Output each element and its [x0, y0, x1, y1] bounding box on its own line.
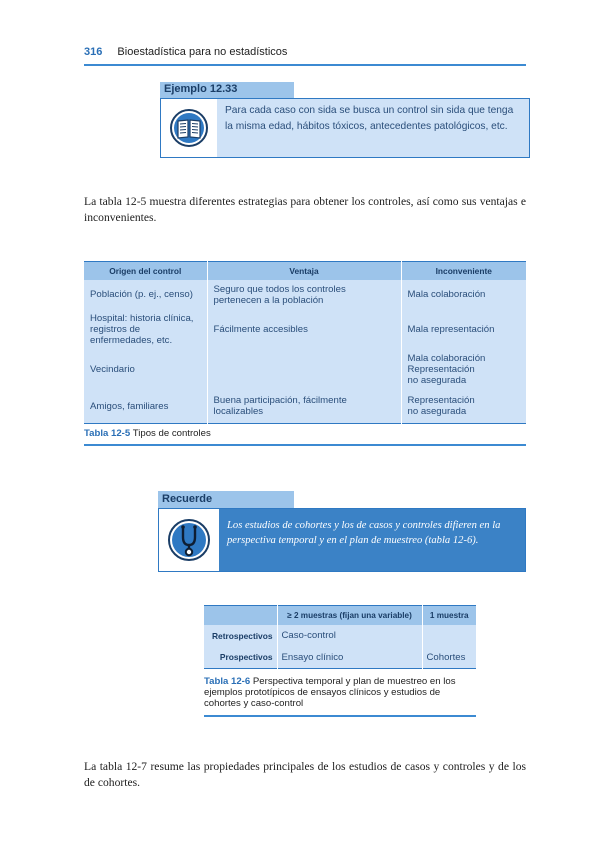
table-cell: Seguro que todos los controles pertenecen a la población — [207, 280, 401, 310]
table-12-5 — [84, 261, 526, 446]
table-row — [84, 390, 526, 424]
column-header: Ventaja — [207, 262, 401, 280]
table-cell — [422, 625, 476, 647]
stethoscope-icon — [159, 509, 219, 571]
example-title: Ejemplo 12.33 — [160, 82, 294, 98]
perspective-table — [204, 605, 476, 669]
table-cell: Caso-control — [277, 625, 422, 647]
table-row — [204, 625, 476, 647]
caption-rule — [84, 444, 526, 446]
table-cell: Cohortes — [422, 647, 476, 669]
table-cell: Buena participación, fácilmente localizables — [207, 390, 401, 424]
reminder-body — [158, 508, 526, 572]
caption-text: Perspectiva temporal y plan de muestreo en los ejemplos prototípicos de ensayos clínicos y estudios de cohortes y caso-control — [204, 676, 456, 709]
row-header: Retrospectivos — [204, 625, 277, 647]
column-header: ≥ 2 muestras (fijan una variable) — [277, 606, 422, 625]
caption-label: Tabla 12-5 — [84, 428, 131, 439]
column-header: Inconveniente — [401, 262, 526, 280]
table-header-row — [84, 262, 526, 280]
reminder-box — [158, 491, 526, 572]
column-header — [204, 606, 277, 625]
reminder-text: Los estudios de cohortes y los de casos y controles difieren en la perspectiva temporal y en el plan de muestreo (tabla 12-6). — [219, 509, 525, 571]
table-cell: Representación no asegurada — [401, 390, 526, 424]
table-row — [204, 647, 476, 669]
column-header: 1 muestra — [422, 606, 476, 625]
table-row — [84, 350, 526, 390]
table-cell: Amigos, familiares — [84, 390, 207, 424]
page-number: 316 — [84, 46, 103, 58]
table-cell: Ensayo clínico — [277, 647, 422, 669]
example-text: Para cada caso con sida se busca un control sin sida que tenga la misma edad, hábitos tóxicos, antecedentes patológicos, etc. — [217, 99, 529, 157]
header-rule — [84, 64, 526, 66]
running-header — [84, 46, 526, 62]
paragraph-closing: La tabla 12-7 resume las propiedades principales de los estudios de casos y controles y de los de cohortes. — [84, 760, 526, 789]
caption-text: Tipos de controles — [132, 428, 211, 439]
table-cell: Mala colaboración Representación no asegurada — [401, 350, 526, 390]
row-header: Prospectivos — [204, 647, 277, 669]
table-cell: Fácilmente accesibles — [207, 310, 401, 350]
table-cell: Mala representación — [401, 310, 526, 350]
table-header-row — [204, 606, 476, 625]
table-cell: Población (p. ej., censo) — [84, 280, 207, 310]
book-title: Bioestadística para no estadísticos — [117, 46, 288, 58]
table-12-6 — [204, 605, 476, 717]
reminder-title: Recuerde — [158, 491, 294, 508]
table-cell: Mala colaboración — [401, 280, 526, 310]
table-cell: Hospital: historia clínica, registros de enfermedades, etc. — [84, 310, 207, 350]
example-box — [160, 82, 530, 158]
column-header: Origen del control — [84, 262, 207, 280]
controls-table — [84, 261, 526, 424]
book-icon — [161, 99, 217, 157]
table-cell: Vecindario — [84, 350, 207, 390]
paragraph-intro: La tabla 12-5 muestra diferentes estrategias para obtener los controles, así como sus ventajas e inconvenientes. — [84, 195, 526, 224]
table-caption — [84, 428, 526, 439]
table-cell — [207, 350, 401, 390]
table-caption — [204, 676, 476, 709]
table-row — [84, 310, 526, 350]
example-body — [160, 98, 530, 158]
table-row — [84, 280, 526, 310]
caption-rule — [204, 715, 476, 717]
caption-label: Tabla 12-6 — [204, 676, 251, 687]
